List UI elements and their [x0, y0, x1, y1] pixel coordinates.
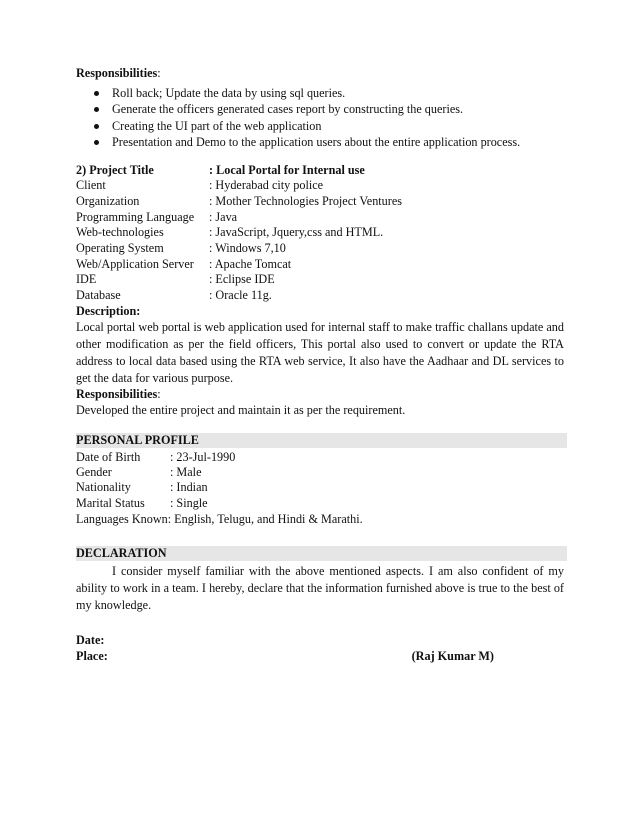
detail-row: Programming Language : Java — [76, 209, 238, 224]
languages-known: Languages Known: English, Telugu, and Hindi & Marathi. — [76, 512, 363, 527]
description-text: Local portal web portal is web application used for internal staff to make traffic challans update and other modification as per the field officers, This portal also used to convert or update the RTA address to local data based using the RTA web service, It also have the Aadhaar and DL services to get the data for various purpose. — [76, 320, 564, 386]
signature-name: (Raj Kumar M) — [411, 649, 494, 664]
list-item: Roll back; Update the data by using sql queries. — [76, 85, 564, 102]
profile-row: Date of Birth : 23-Jul-1990 — [76, 449, 236, 464]
responsibilities-list — [76, 85, 564, 151]
detail-row: Database : Oracle 11g. — [76, 288, 272, 303]
detail-row: Client : Hyderabad city police — [76, 178, 324, 193]
project-title-row — [76, 163, 564, 179]
list-item: Generate the officers generated cases report by constructing the queries. — [76, 101, 564, 118]
declaration-text: I consider myself familiar with the above mentioned aspects. I am also confident of my ability to work in a team. I hereby, declare that the information furnished above is true to the best of my knowledge. — [76, 563, 564, 612]
place-signature-row — [76, 648, 494, 664]
profile-row: Nationality : Indian — [76, 480, 208, 495]
profile-row: Marital Status : Single — [76, 495, 208, 510]
detail-row: Web/Application Server : Apache Tomcat — [76, 256, 292, 271]
bullet-icon — [94, 124, 99, 129]
declaration-heading: DECLARATION — [76, 546, 567, 561]
detail-row: Organization : Mother Technologies Project Ventures — [76, 193, 402, 208]
project-title-value: : Local Portal for Internal use — [209, 162, 365, 177]
signature-block — [76, 633, 564, 665]
place-label: Place: — [76, 649, 108, 664]
bullet-icon — [94, 91, 99, 96]
project-title-label: 2) Project Title — [76, 162, 154, 177]
list-item: Presentation and Demo to the application users about the entire application process. — [76, 134, 564, 151]
project-details — [76, 163, 564, 304]
bullet-icon — [94, 107, 99, 112]
project-responsibilities-heading: Responsibilities: — [76, 387, 161, 402]
responsibilities-heading: Responsibilities: — [76, 66, 161, 80]
profile-row: Gender : Male — [76, 464, 202, 479]
detail-row: Web-technologies : JavaScript, Jquery,css and HTML. — [76, 225, 384, 240]
detail-row: Operating System : Windows 7,10 — [76, 241, 286, 256]
date-label: Date: — [76, 632, 105, 647]
list-item: Creating the UI part of the web application — [76, 118, 564, 135]
description-heading: Description: — [76, 303, 141, 318]
detail-row: IDE : Eclipse IDE — [76, 272, 275, 287]
bullet-icon — [94, 140, 99, 145]
resume-page — [76, 66, 564, 664]
project-responsibilities-text: Developed the entire project and maintain it as per the requirement. — [76, 402, 406, 417]
personal-profile-heading: PERSONAL PROFILE — [76, 433, 567, 448]
